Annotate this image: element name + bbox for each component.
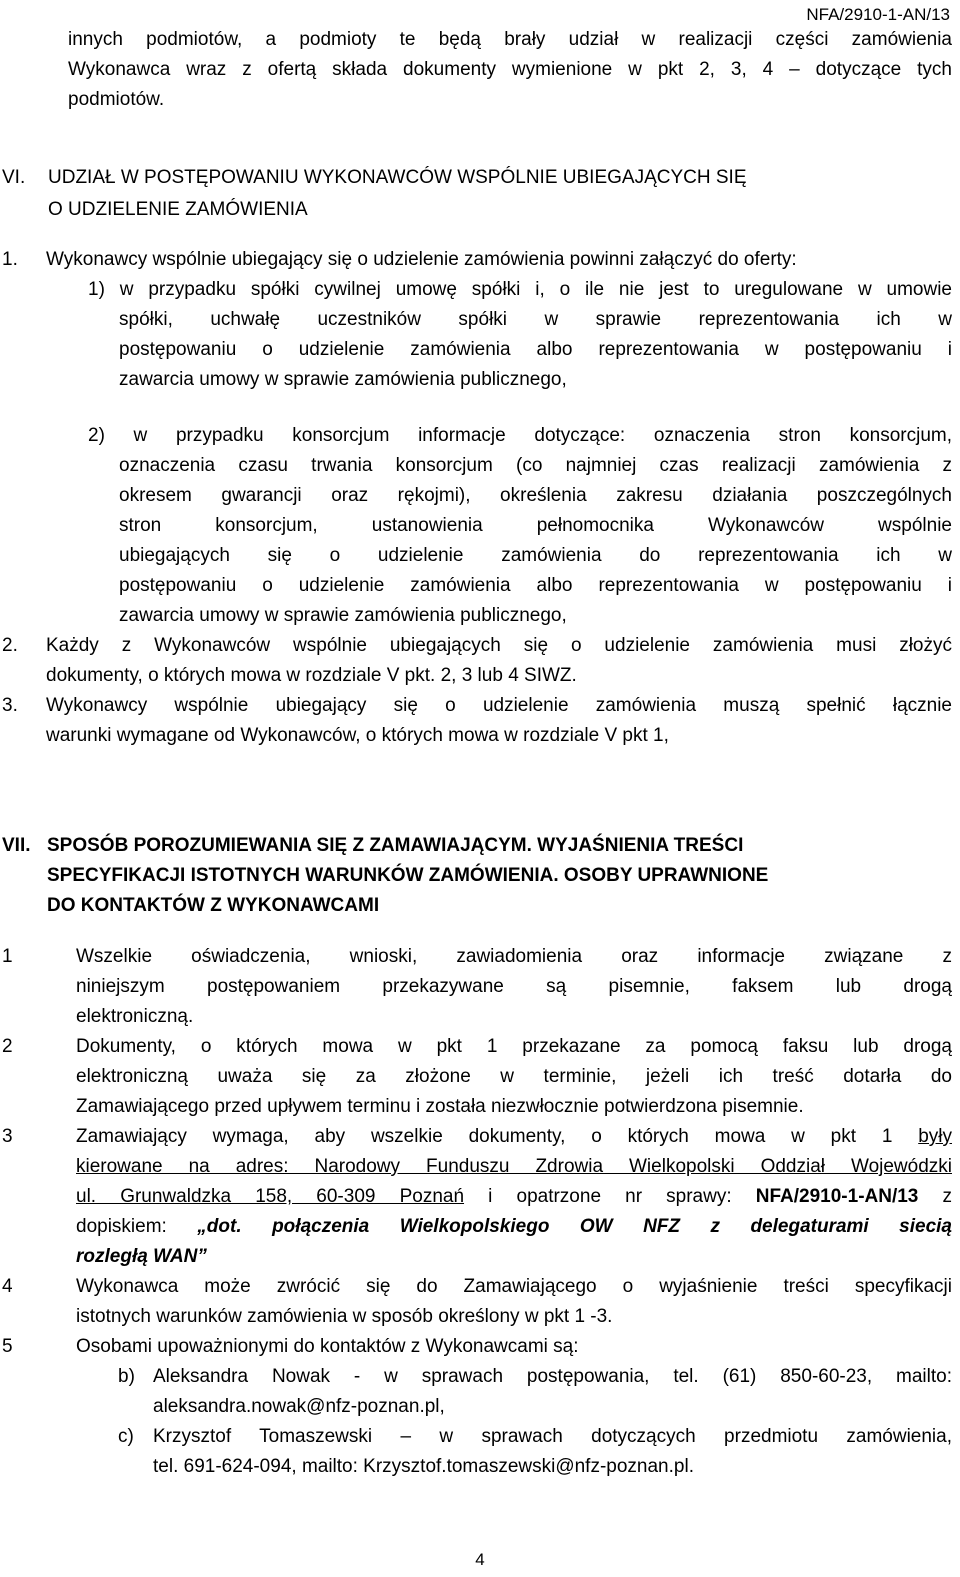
item-3-annotation: „dot. połączenia Wielkopolskiego OW NFZ z delegaturami siecią [197, 1216, 952, 1237]
contact-b-line-2: aleksandra.nowak@nfz-poznan.pl, [153, 1396, 445, 1417]
sub1-line-4: zawarcia umowy w sprawie zamówienia publicznego, [119, 369, 567, 390]
sub2-line-6: postępowaniu o udzielenie zamówienia albo reprezentowania w postępowaniu i [119, 575, 952, 596]
item-3-street-address: ul. Grunwaldzka 158, 60-309 Poznań [76, 1186, 465, 1207]
section-6-title-line-1: UDZIAŁ W POSTĘPOWANIU WYKONAWCÓW WSPÓLNIE UBIEGAJĄCYCH SIĘ [48, 167, 747, 188]
section-7-item-2-line-3: Zamawiającego przed upływem terminu i została niezwłocznie potwierdzona pisemnie. [76, 1096, 804, 1117]
item-3-case-label: i opatrzone nr sprawy: [464, 1186, 756, 1207]
item-3-text: Zamawiający wymaga, aby wszelkie dokumenty, o których mowa w pkt 1 [76, 1126, 919, 1147]
sub2-line-2: oznaczenia czasu trwania konsorcjum (co najmniej czas realizacji zamówienia z [119, 455, 952, 476]
sub1-line-2: spółki, uchwałę uczestników spółki w sprawie reprezentowania ich w [119, 309, 952, 330]
section-7-item-3-line-1 [76, 1122, 952, 1152]
item-3-tail: z [918, 1186, 952, 1207]
sub2-line-3: okresem gwarancji oraz rękojmi), określenia zakresu działania poszczególnych [119, 485, 952, 506]
section-7-item-2-line-2: elektroniczną uważa się za złożone w terminie, jeżeli ich treść dotarła do [76, 1066, 952, 1087]
item-3-underlined-text: były [918, 1126, 952, 1147]
contact-c-label: c) [118, 1426, 134, 1447]
section-7-item-1-number: 1 [2, 946, 13, 967]
sub2-line-4: stron konsorcjum, ustanowienia pełnomocnika Wykonawców wspólnie [119, 515, 952, 536]
sub1-line-3: postępowaniu o udzielenie zamówienia albo reprezentowania w postępowaniu i [119, 339, 952, 360]
section-6-p1-number: 1. [2, 249, 18, 270]
document-reference: NFA/2910-1-AN/13 [806, 5, 950, 24]
section-6-p3-line-2: warunki wymagane od Wykonawców, o których mowa w rozdziale V pkt 1, [46, 725, 669, 746]
section-7-item-4-number: 4 [2, 1276, 13, 1297]
section-7-item-3-line-5: rozległą WAN” [76, 1246, 207, 1267]
page-number: 4 [475, 1550, 485, 1569]
contact-b-line-1: Aleksandra Nowak - w sprawach postępowania, tel. (61) 850-60-23, mailto: [153, 1366, 952, 1387]
item-3-annotation-label: dopiskiem: [76, 1216, 198, 1237]
section-6-p3-number: 3. [2, 695, 18, 716]
sub2-line-5: ubiegających się o udzielenie zamówienia do reprezentowania ich w [119, 545, 952, 566]
section-7-item-3-number: 3 [2, 1126, 13, 1147]
section-6-p1-text: Wykonawcy wspólnie ubiegający się o udzielenie zamówienia powinni załączyć do oferty: [46, 249, 797, 270]
contact-c-line-2: tel. 691-624-094, mailto: Krzysztof.tomaszewski@nfz-poznan.pl. [153, 1456, 694, 1477]
section-7-number: VII. [2, 835, 31, 856]
section-7-item-1-line-2: niniejszym postępowaniem przekazywane są pisemnie, faksem lub drogą [76, 976, 952, 997]
section-6-p2-number: 2. [2, 635, 18, 656]
sub2-line-7: zawarcia umowy w sprawie zamówienia publicznego, [119, 605, 567, 626]
sub2-line-1: 2) w przypadku konsorcjum informacje dotyczące: oznaczenia stron konsorcjum, [88, 425, 952, 446]
section-7-item-5-number: 5 [2, 1336, 13, 1357]
section-7-item-2-line-1: Dokumenty, o których mowa w pkt 1 przekazane za pomocą faksu lub drogą [76, 1036, 952, 1057]
section-7-item-1-line-1: Wszelkie oświadczenia, wnioski, zawiadomienia oraz informacje związane z [76, 946, 952, 967]
intro-line-2: Wykonawca wraz z ofertą składa dokumenty wymienione w pkt 2, 3, 4 – dotyczące tych [68, 59, 952, 80]
sub1-line-1: 1) w przypadku spółki cywilnej umowę spółki i, o ile nie jest to uregulowane w umowie [88, 279, 952, 300]
intro-line-1: innych podmiotów, a podmioty te będą brały udział w realizacji części zamówienia [68, 29, 952, 50]
section-7-item-4-line-2: istotnych warunków zamówienia w sposób określony w pkt 1 -3. [76, 1306, 613, 1327]
section-7-item-3-address-line: kierowane na adres: Narodowy Funduszu Zdrowia Wielkopolski Oddział Wojewódzki [76, 1156, 952, 1177]
section-7-title-line-2: SPECYFIKACJI ISTOTNYCH WARUNKÓW ZAMÓWIENIA. OSOBY UPRAWNIONE [47, 865, 769, 886]
contact-b-label: b) [118, 1366, 135, 1387]
section-7-title-line-3: DO KONTAKTÓW Z WYKONAWCAMI [47, 895, 380, 916]
section-6-p2-line-1: Każdy z Wykonawców wspólnie ubiegających się o udzielenie zamówienia musi złożyć [46, 635, 952, 656]
section-7-title-line-1: SPOSÓB POROZUMIEWANIA SIĘ Z ZAMAWIAJĄCYM. WYJAŚNIENIA TREŚCI [47, 835, 744, 856]
contact-c-line-1: Krzysztof Tomaszewski – w sprawach dotyczących przedmiotu zamówienia, [153, 1426, 952, 1447]
section-7-item-3-line-3 [76, 1182, 952, 1212]
intro-line-3: podmiotów. [68, 89, 165, 110]
section-7-item-2-number: 2 [2, 1036, 13, 1057]
section-7-item-4-line-1: Wykonawca może zwrócić się do Zamawiającego o wyjaśnienie treści specyfikacji [76, 1276, 952, 1297]
section-7-item-1-line-3: elektroniczną. [76, 1006, 194, 1027]
item-3-case-number: NFA/2910-1-AN/13 [755, 1186, 919, 1207]
section-6-title-line-2: O UDZIELENIE ZAMÓWIENIA [48, 199, 308, 220]
section-6-p2-line-2: dokumenty, o których mowa w rozdziale V pkt. 2, 3 lub 4 SIWZ. [46, 665, 577, 686]
section-7-item-3-line-4 [76, 1212, 952, 1242]
section-7-item-5-text: Osobami upoważnionymi do kontaktów z Wykonawcami są: [76, 1336, 579, 1357]
section-6-number: VI. [2, 167, 26, 188]
section-6-p3-line-1: Wykonawcy wspólnie ubiegający się o udzielenie zamówienia muszą spełnić łącznie [46, 695, 952, 716]
